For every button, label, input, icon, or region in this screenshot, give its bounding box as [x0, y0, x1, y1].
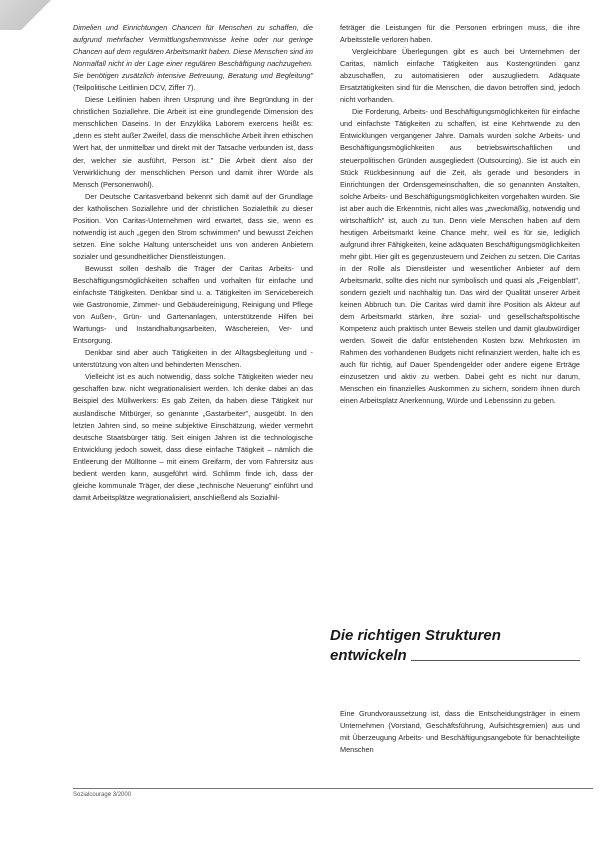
paragraph: Vergleichbare Überlegungen gibt es auch bei Unternehmen der Caritas, nämlich einfache Tätigkeiten aus Kostengründen ganz abzuschaffen, zu automatisieren oder auszugliedern. Adäquate Ersatztätigkeiten sind für die Menschen, die davon betroffen sind, jedoch nicht vorhanden. [340, 47, 580, 105]
quote-italic: Dimelien und Einrichtungen Chancen für Menschen zu schaffen, die aufgrund mehrfacher Vermittlungshemmnisse keine oder nur geringe Chancen auf dem regulären Arbeitsmarkt haben. Diese Menschen sind im Normalfall nicht in der Lage einer regulären Beschäftigung nachzugehen. Sie benötigen zusätzlich intensive Betreuung, Beratung und Begleitung" [73, 23, 313, 81]
left-column [73, 22, 313, 504]
section-heading [330, 626, 580, 666]
paragraph: Denkbar sind aber auch Tätigkeiten in der Alltagsbegleitung und -unterstützung von alten und behinderten Menschen. [73, 348, 313, 370]
paragraph: Eine Grundvoraussetzung ist, dass die Entscheidungsträger in einem Unternehmen (Vorstand, Geschäftsführung, Aufsichtsgremien) aus und mit Überzeugung Arbeits- und Beschäftigungsangebote für benachteiligte Menschen [340, 709, 580, 755]
paragraph: Vielleicht ist es auch notwendig, dass solche Tätigkeiten wieder neu geschaffen bzw. nicht wegrationalisiert werden. Ich denke dabei an das Beispiel des Müllwerkers: Es gab Zeiten, da haben diese Tätigkeit nur ausländische Mitbürger, so genannte „Gastarbeiter", ausgeübt. In den letzten Jahren sind, so meine subjektive Einschätzung, wieder vermehrt deutsche Staatsbürger tätig. Seit einigen Jahren ist die technologische Entwicklung jedoch soweit, dass diese einfache Tätigkeit – nämlich die Entleerung der Mülltonne – mit einem Greifarm, der vom Fahrersitz aus bedient werden kann, ausgeführt wird. Schlimm finde ich, dass der gleiche kommunale Träger, der diese „technische Neuerung" einführt und damit Arbeitsplätze wegrationalisiert, anschließend als Sozialhil- [73, 372, 313, 502]
paragraph: Bewusst sollen deshalb die Träger der Caritas Arbeits- und Beschäftigungsmöglichkeiten schaffen und vorhalten für einfache und einfachste Tätigkeiten. Denkbar sind u. a. Tätigkeiten im Servicebereich wie Gastronomie, Zimmer- und Gebäudereinigung, Reinigung und Pflege von Außen-, Grün- und Gartenanlagen, unterstützende Hilfen bei Wartungs- und Instandhaltungsarbeiten, Wäschereien, Ver- und Entsorgung. [73, 263, 313, 346]
quote-source: (Teilpolitische Leitlinien DCV, Ziffer 7). [73, 83, 196, 93]
heading-line-2: entwickeln [330, 647, 407, 664]
paragraph: Die Forderung, Arbeits- und Beschäftigungsmöglichkeiten für einfache und einfachste Tätigkeiten zu schaffen, ist eine Kehrtwende zu den Entwicklungen vergangener Jahre. Damals wurden solche Arbeits- und Beschäftigungsmöglichkeiten aus betriebswirtschaftlichen und steuerpolitischen Gründen ausgegliedert (Outsourcing). Sie ist auch ein Stück Rückbesinnung auf die Zeit, als gerade und besonders in Einrichtungen der Ordensgemeinschaften, die so genannten Anstalten, solche Arbeits- und Beschäftigungsmöglichkeiten vorgehalten wurden. Sie ist aber auch die Erkenntnis, nicht alles was „zweckmäßig, notwendig und wirtschaftlich" ist, auch zu tun. Denn viele Menschen haben auf dem heutigen Arbeitsmarkt keine Chance mehr, weil es für sie, lediglich aufgrund ihrer Fähigkeiten, keine adäquaten Beschäftigungsmöglichkeiten mehr gibt. Hier gilt es gegenzusteuern und Zeichen zu setzen. Die Caritas in der Rolle als Dienstleister und wesentlicher Anbieter auf dem Arbeitsmarkt, sollte dies nicht nur symbolisch und quasi als „Feigenblatt", sondern gezielt und nachhaltig tun. Das wird der Qualität unserer Arbeit keinen Abbruch tun. Die Caritas wird damit ihre Position als Akteur auf dem Arbeitsmarkt stärken, ihre sozial- und gesellschaftspolitische Kompetenz auch praktisch unter Beweis stellen und damit glaubwürdiger werden. Soweit die dafür entstehenden Kosten bzw. Mehrkosten im Rahmen des vorhandenen Budgets nicht refinanziert werden, halte ich es auch für richtig, auf Dauer Spendengelder oder andere eigene Erträge einzusetzen und aktiv zu werben. Dabei geht es nicht nur darum, Menschen ein finanzielles Auskommen zu sichern, sondern ihnen durch einen Arbeitsplatz Anerkennung, Würde und Lebenssinn zu geben. [340, 107, 580, 406]
heading-line-1: Die richtigen Strukturen [330, 627, 501, 644]
heading-line-2-wrap [330, 646, 580, 666]
corner-tab-decoration [0, 0, 62, 30]
footer-issue: Sozialcourage 3/2000 [73, 792, 132, 798]
paragraph: feträger die Leistungen für die Personen erbringen muss, die ihre Arbeitsstelle verloren haben. [340, 23, 580, 45]
paragraph: Diese Leitlinien haben ihren Ursprung und ihre Begründung in der christlichen Soziallehre. Die Arbeit ist eine grundlegende Dimension des menschlichen Daseins. In der Enzyklika Laborem exercens heißt es: „denn es steht außer Zweifel, dass die menschliche Arbeit ihren ethischen Wert hat, der unmittelbar und direkt mit der Tatsache verbunden ist, dass der, welcher sie ausführt, Person ist." Die Arbeit dient also der Verwirklichung der menschlichen Person und damit ihrer Würde als Mensch (Personenwohl). [73, 95, 313, 189]
paragraph [73, 22, 313, 94]
right-column-continued [340, 708, 580, 756]
right-column [340, 22, 580, 408]
paragraph: Der Deutsche Caritasverband bekennt sich damit auf der Grundlage der katholischen Soziallehre und der christlichen Sozialethik zu dieser Position. Von Caritas-Unternehmen wird erwartet, dass sie, wenn es notwendig ist auch „gegen den Strom schwimmen" und bewusst Zeichen setzen. Eine solche Haltung unterscheidet uns von anderen Anbietern sozialer und gesundheitlicher Dienstleistungen. [73, 191, 313, 261]
footer-divider [73, 788, 593, 789]
heading-rule [411, 660, 580, 661]
